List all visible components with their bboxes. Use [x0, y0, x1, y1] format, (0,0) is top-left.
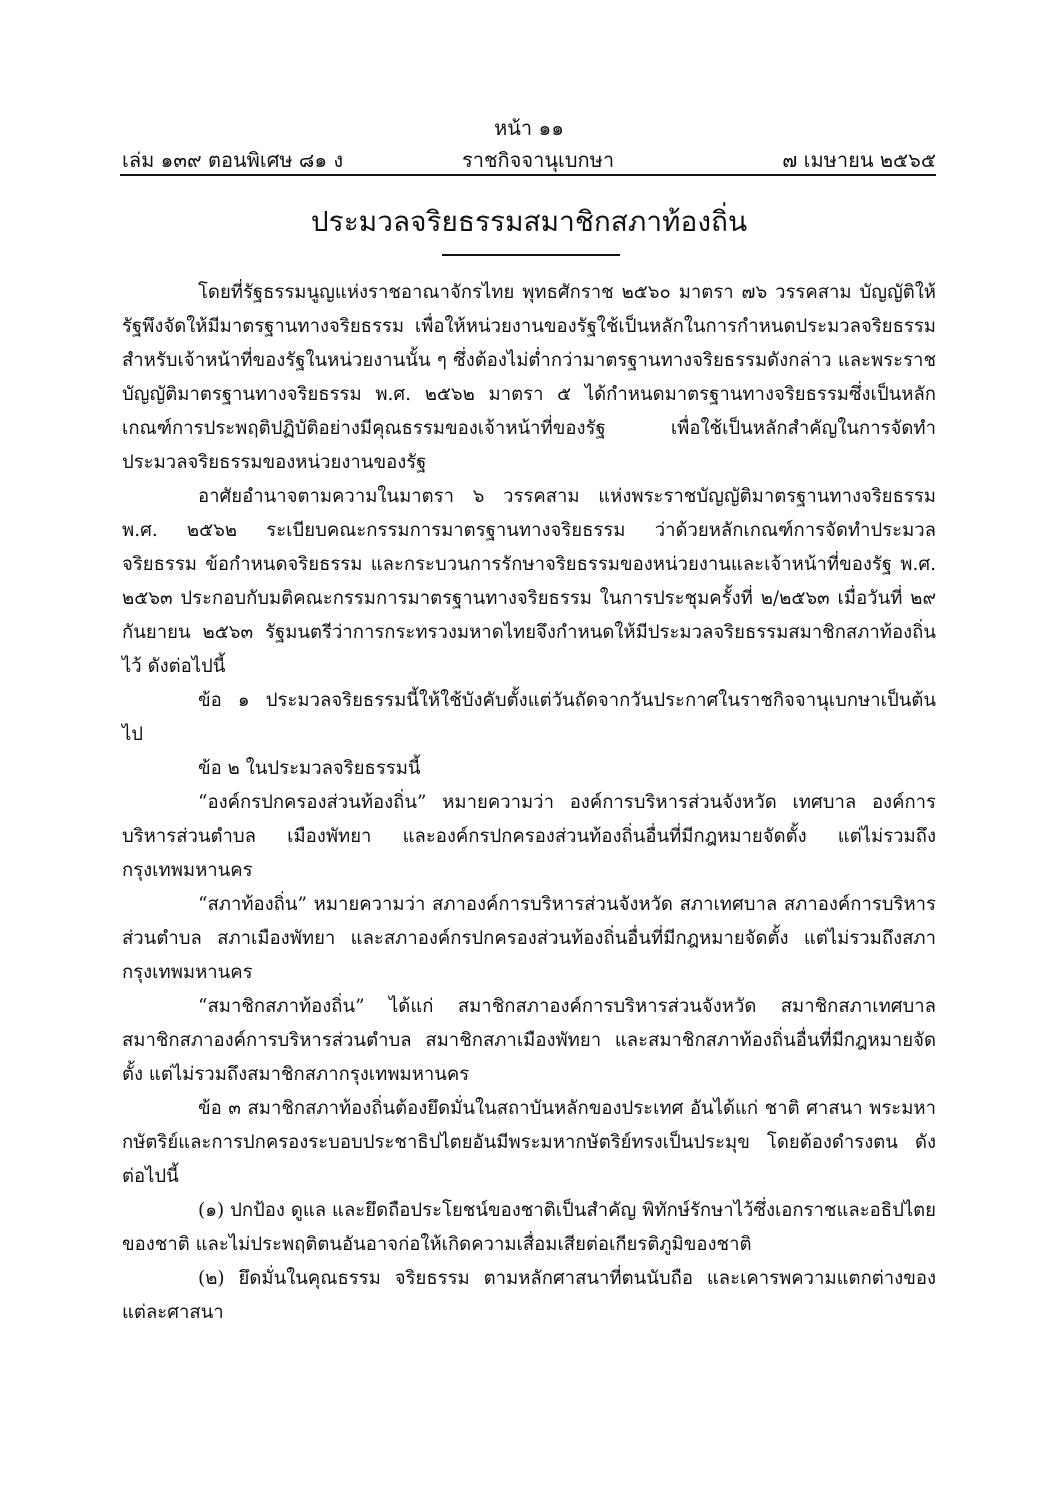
paragraph-authority: อาศัยอำนาจตามความในมาตรา ๖ วรรคสาม แห่งพระราชบัญญัติมาตรฐานทางจริยธรรม พ.ศ. ๒๕๖๒ ระเบียบคณะกรรมการมาตรฐานทางจริยธรรม ว่าด้วยหลักเกณฑ์การจัดทำประมวลจริยธรรม ข้อกำหนดจริยธรรม และกระบวนการรักษาจริยธรรมของหน่วยงานและเจ้าหน้าที่ของรัฐ พ.ศ. ๒๕๖๓ ประกอบกับมติคณะกรรมการมาตรฐานทางจริยธรรม ในการประชุมครั้งที่ ๒/๒๕๖๓ เมื่อวันที่ ๒๙ กันยายน ๒๕๖๓ รัฐมนตรีว่าการกระทรวงมหาดไทยจึงกำหนดให้มีประมวลจริยธรรมสมาชิกสภาท้องถิ่นไว้ ดังต่อไปนี้ [122, 486, 936, 677]
paragraph-definition-local-council: “สภาท้องถิ่น” หมายความว่า สภาองค์การบริหารส่วนจังหวัด สภาเทศบาล สภาองค์การบริหารส่วนตำบล สภาเมืองพัทยา และสภาองค์กรปกครองส่วนท้องถิ่นอื่นที่มีกฎหมายจัดตั้ง แต่ไม่รวมถึงสภากรุงเทพมหานคร [122, 894, 936, 983]
paragraph-clause-2: ข้อ ๒ ในประมวลจริยธรรมนี้ [198, 758, 421, 779]
page-number: หน้า ๑๑ [494, 116, 564, 140]
header-divider [120, 174, 936, 176]
publication-date: ๗ เมษายน ๒๕๖๕ [782, 148, 936, 172]
volume-info: เล่ม ๑๓๙ ตอนพิเศษ ๘๑ ง [122, 148, 344, 172]
paragraph-clause-3: ข้อ ๓ สมาชิกสภาท้องถิ่นต้องยึดมั่นในสถาบันหลักของประเทศ อันได้แก่ ชาติ ศาสนา พระมหากษัตริย์และการปกครองระบอบประชาธิปไตยอันมีพระมหากษัตริย์ทรงเป็นประมุข โดยต้องดำรงตน ดังต่อไปนี้ [122, 1098, 936, 1187]
paragraph-preamble: โดยที่รัฐธรรมนูญแห่งราชอาณาจักรไทย พุทธศักราช ๒๕๖๐ มาตรา ๗๖ วรรคสาม บัญญัติให้รัฐพึงจัดให้มีมาตรฐานทางจริยธรรม เพื่อให้หน่วยงานของรัฐใช้เป็นหลักในการกำหนดประมวลจริยธรรมสำหรับเจ้าหน้าที่ของรัฐในหน่วยงานนั้น ๆ ซึ่งต้องไม่ต่ำกว่ามาตรฐานทางจริยธรรมดังกล่าว และพระราชบัญญัติมาตรฐานทางจริยธรรม พ.ศ. ๒๕๖๒ มาตรา ๕ ได้กำหนดมาตรฐานทางจริยธรรมซึ่งเป็นหลักเกณฑ์การประพฤติปฏิบัติอย่างมีคุณธรรมของเจ้าหน้าที่ของรัฐ เพื่อใช้เป็นหลักสำคัญในการจัดทำประมวลจริยธรรมของหน่วยงานของรัฐ [122, 282, 936, 473]
paragraph-clause-3-item-1: (๑) ปกป้อง ดูแล และยึดถือประโยชน์ของชาติเป็นสำคัญ พิทักษ์รักษาไว้ซึ่งเอกราชและอธิปไตยของชาติ และไม่ประพฤติตนอันอาจก่อให้เกิดความเสื่อมเสียต่อเกียรติภูมิของชาติ [122, 1200, 936, 1255]
paragraph-clause-1: ข้อ ๑ ประมวลจริยธรรมนี้ให้ใช้บังคับตั้งแต่วันถัดจากวันประกาศในราชกิจจานุเบกษาเป็นต้นไป [122, 690, 936, 745]
title-underline [442, 254, 620, 256]
paragraph-clause-3-item-2: (๒) ยึดมั่นในคุณธรรม จริยธรรม ตามหลักศาสนาที่ตนนับถือ และเคารพความแตกต่างของแต่ละศาสนา [122, 1268, 936, 1323]
gazette-header [122, 144, 936, 172]
paragraph-definition-local-org: “องค์กรปกครองส่วนท้องถิ่น” หมายความว่า องค์การบริหารส่วนจังหวัด เทศบาล องค์การบริหารส่วนตำบล เมืองพัทยา และองค์กรปกครองส่วนท้องถิ่นอื่นที่มีกฎหมายจัดตั้ง แต่ไม่รวมถึงกรุงเทพมหานคร [122, 792, 936, 881]
gazette-name: ราชกิจจานุเบกษา [462, 148, 615, 172]
paragraph-definition-council-member: “สมาชิกสภาท้องถิ่น” ได้แก่ สมาชิกสภาองค์การบริหารส่วนจังหวัด สมาชิกสภาเทศบาล สมาชิกสภาองค์การบริหารส่วนตำบล สมาชิกสภาเมืองพัทยา และสมาชิกสภาท้องถิ่นอื่นที่มีกฎหมายจัดตั้ง แต่ไม่รวมถึงสมาชิกสภากรุงเทพมหานคร [122, 996, 936, 1085]
document-title: ประมวลจริยธรรมสมาชิกสภาท้องถิ่น [310, 205, 748, 238]
document-body [122, 276, 936, 1330]
